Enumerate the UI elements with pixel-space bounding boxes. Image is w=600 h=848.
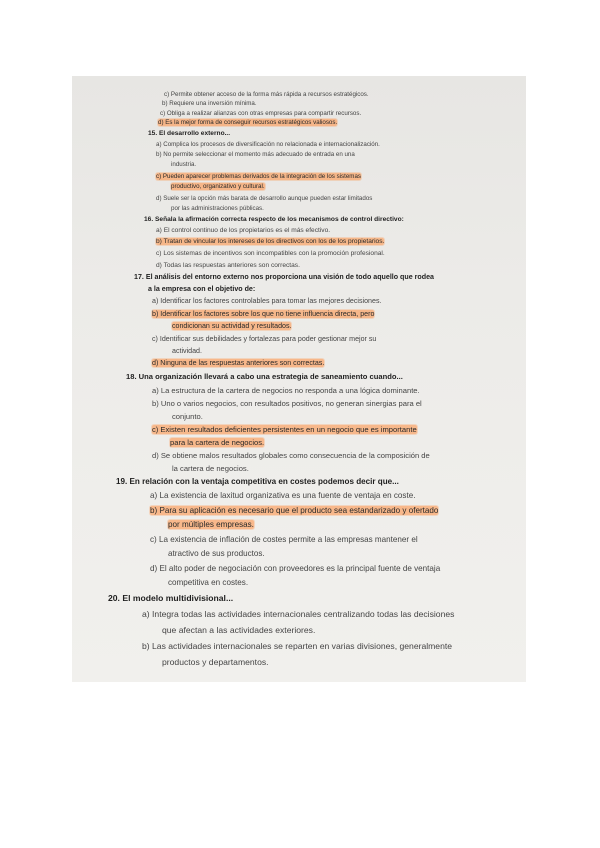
highlight: d) Ninguna de las respuestas anteriores son correctas. xyxy=(152,359,325,367)
answer-option: a) El control continuo de los propietarios es el más efectivo. xyxy=(156,227,331,234)
answer-option-highlighted xyxy=(158,120,337,127)
answer-option-cont: conjunto. xyxy=(172,412,203,421)
answer-option-cont: por las administraciones públicas. xyxy=(171,205,264,212)
answer-option: d) Se obtiene malos resultados globales como consecuencia de la composición de xyxy=(152,451,430,460)
answer-option: a) Integra todas las actividades internacionales centralizando todas las decisiones xyxy=(142,609,455,619)
answer-option: d) Suele ser la opción más barata de desarrollo aunque pueden estar limitados xyxy=(156,195,373,202)
highlight: productivo, organizativo y cultural. xyxy=(171,183,265,190)
answer-option-cont: competitiva en costes. xyxy=(168,578,249,587)
answer-option-highlighted xyxy=(152,311,374,318)
question-title: 16. Señala la afirmación correcta respecto de los mecanismos de control directivo: xyxy=(144,216,404,223)
highlight: c) Existen resultados deficientes persistentes en un negocio que es importante xyxy=(152,425,417,434)
exam-page xyxy=(72,76,526,682)
answer-option-highlighted xyxy=(156,239,384,246)
highlight: por múltiples empresas. xyxy=(168,520,254,529)
question-title: 17. El análisis del entorno externo nos proporciona una visión de todo aquello que rodea xyxy=(134,273,434,281)
highlight: b) Para su aplicación es necesario que el producto sea estandarizado y ofertado xyxy=(150,506,439,515)
answer-option: a) Identificar los factores controlables para tomar las mejores decisiones. xyxy=(152,297,382,305)
highlight: d) Es la mejor forma de conseguir recursos estratégicos valiosos. xyxy=(158,119,338,126)
highlight: condicionan su actividad y resultados. xyxy=(172,322,292,330)
answer-option: c) Obliga a realizar alianzas con otras empresas para compartir recursos. xyxy=(160,110,362,117)
answer-option: b) Requiere una inversión mínima. xyxy=(162,100,257,107)
question-title: 15. El desarrollo externo... xyxy=(148,130,231,137)
answer-option: c) Permite obtener acceso de la forma más rápida a recursos estratégicos. xyxy=(164,91,369,98)
question-title: 19. En relación con la ventaja competitiva en costes podemos decir que... xyxy=(116,477,399,486)
answer-option: a) Complica los procesos de diversificación no relacionada e internacionalización. xyxy=(156,141,380,148)
answer-option-highlighted-cont xyxy=(172,323,291,330)
answer-option-highlighted-cont xyxy=(171,184,265,191)
highlight: para la cartera de negocios. xyxy=(170,438,265,447)
answer-option-highlighted-cont xyxy=(168,521,254,529)
answer-option: c) Identificar sus debilidades y fortalezas para poder gestionar mejor su xyxy=(152,335,377,343)
answer-option-cont: la cartera de negocios. xyxy=(172,464,249,473)
answer-option-highlighted xyxy=(156,174,361,181)
answer-option: c) Los sistemas de incentivos son incompatibles con la promoción profesional. xyxy=(156,250,385,257)
question-title-cont: a la empresa con el objetivo de: xyxy=(148,285,256,293)
question-title: 18. Una organización llevará a cabo una estrategia de saneamiento cuando... xyxy=(126,372,403,381)
answer-option: b) Las actividades internacionales se reparten en varias divisiones, generalmente xyxy=(142,641,453,651)
answer-option-cont: que afectan a las actividades exteriores. xyxy=(162,625,316,635)
document-photo xyxy=(72,76,526,682)
highlight: b) Identificar los factores sobre los que no tiene influencia directa, pero xyxy=(152,310,375,318)
question-title: 20. El modelo multidivisional... xyxy=(108,593,234,603)
answer-option-highlighted xyxy=(152,360,324,367)
answer-option-cont: industria. xyxy=(171,161,197,168)
answer-option: d) Todas las respuestas anteriores son correctas. xyxy=(156,262,300,269)
answer-option-highlighted xyxy=(152,426,417,434)
answer-option-cont: actividad. xyxy=(172,347,202,355)
answer-option: b) No permite seleccionar el momento más adecuado de entrada en una xyxy=(156,151,355,158)
answer-option-cont: atractivo de sus productos. xyxy=(168,549,265,558)
answer-option-highlighted xyxy=(150,507,438,515)
highlight: b) Tratan de vincular los intereses de los directivos con los de los propietarios. xyxy=(156,238,385,245)
answer-option-cont: productos y departamentos. xyxy=(162,657,269,667)
answer-option: a) La existencia de laxitud organizativa es una fuente de ventaja en coste. xyxy=(150,491,416,500)
answer-option: d) El alto poder de negociación con proveedores es la principal fuente de ventaja xyxy=(150,564,441,573)
answer-option-highlighted-cont xyxy=(170,439,264,447)
highlight: c) Pueden aparecer problemas derivados de la integración de los sistemas xyxy=(156,173,361,180)
answer-option: b) Uno o varios negocios, con resultados positivos, no generan sinergias para el xyxy=(152,399,422,408)
answer-option: c) La existencia de inflación de costes permite a las empresas mantener el xyxy=(150,535,418,544)
answer-option: a) La estructura de la cartera de negocios no responda a una lógica dominante. xyxy=(152,386,420,395)
